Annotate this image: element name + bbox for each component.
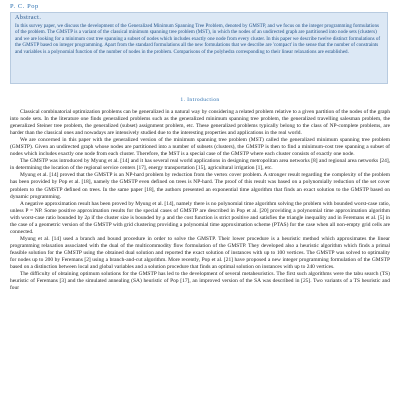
paragraph: Myung et al. [14] proved that the GMSTP is an NP-hard problem by reduction from the vertex cover problem. A stronger result regarding the complexity of the problem has been provided by Pop et al. [18], namely the GMSTP even defined on trees is NP-hard. The proof of this result was based on a polynomially reduction of the set cover problem to the GMSTP defined on trees. In the same paper [18], the authors presented an exponential time algorithm that finds an exact solution to the GMSTP based on dynamic programming. bbox=[10, 172, 390, 200]
paragraph: Myung et al. [14] used a branch and bound procedure in order to solve the GMSTP. Their lower procedure is a heuristic method which approximates the linear programming relaxation associated with the dual of the multicommodity flow formulation of the GMSTP. They developed also a heuristic algorithm which finds a primal feasible solution for the GMSTP using the obtained dual solution and reported the exact solution of instances with up to 100 vertices. The GMSTP was solved to optimality for nodes up to 200 by Feremans [2] using a branch-and-cut algorithm. More recently, Pop et al. [21] have proposed a new integer programming formulation of the GMSTP based on a distinction between local and global variables and a solution procedure that finds an optimal solution on instances with up to 240 vertices. bbox=[10, 235, 390, 271]
paragraph: We are concerned in this paper with the generalized version of the minimum spanning tree problem (MST) called the generalized minimum spanning tree problem (GMSTP). Given an undirected graph whose nodes are partitioned into a number of subsets (clusters), the GMSTP is then to find a minimum-cost tree spanning a subset of nodes which includes exactly one node from each cluster. Therefore, the MST is a special case of the GMSTP where each cluster consists of exactly one node. bbox=[10, 137, 390, 158]
running-header-author: P. C. Pop bbox=[10, 3, 39, 10]
paragraph: The difficulty of obtaining optimum solutions for the GMSTP has led to the development of several metaheuristics. The first such algorithms were the tabu search (TS) heuristic of Feremans [3] and the simulated annealing (SA) heuristic of Pop [17], an improved version of the SA was described in [25]. Two variants of a TS heuristic and four bbox=[10, 271, 390, 292]
abstract-text: In this survey paper, we discuss the development of the Generalized Minimum Spanning Tree Problem, denoted by GMSTP, and we focus on the integer programming formulations of the problem. The GMSTP is a variant of the classical minimum spanning tree problem (MST), in which the nodes of an undirected graph are partitioned into node sets (clusters) and we are looking for a minimum cost tree spanning a subset of nodes which includes exactly one node from every cluster. In this paper we describe twelve distinct formulations of the GMSTP based on integer programming. Apart from the standard formulations all the new formulations that we describe are 'compact' in the sense that the number of constraints and variables is a polynomial function of the number of nodes in the problem. Comparisons of the polyhedra corresponding to their linear relaxations are established. bbox=[15, 23, 381, 55]
body-text bbox=[10, 109, 390, 292]
abstract-title: Abstract. bbox=[15, 15, 42, 21]
section-heading: 1. Introduction bbox=[180, 97, 220, 103]
abstract-box bbox=[10, 12, 388, 84]
paragraph: A negative approximation result has been proved by Myung et al. [14], namely there is no polynomial time algorithm solving the problem with bounded worst-case ratio, unless P = NP. Some positive approximation results for the special cases of GMSTP are described in Pop et al. [20] providing a polynomial time approximation algorithm with worst-case ratio bounded by 2ρ if the cluster size is bounded by ρ and the cost function is strict positive and satisfies the triangle inequality and in Feremans et al. [5] in the case of a geometric version of the GMSTP with grid clustering providing a polynomial time approximation scheme (PTAS) for the case when all non-empty grid cells are connected. bbox=[10, 200, 390, 235]
paragraph: The GMSTP was introduced by Myung et al. [14] and it has several real world applications in designing metropolitan area networks [8] and regional area networks [24], in determining the location of the regional service centers [17], energy transportation [15], agricultural irrigation [1], etc. bbox=[10, 158, 390, 172]
paragraph: Classical combinatorial optimization problems can be generalized in a natural way by considering a related problem relative to a given partition of the nodes of the graph into node sets. In the literature one finds generalized problems such as the generalized minimum spanning tree problem, the generalized travelling salesman problem, the generalized Steiner tree problem, the generalized (subset) assignment problem, etc. These generalized problems typically belong to the class of NP-complete problems, are harder than the classical ones and nowadays are intensively studied due to the interesting properties and applications in the real world. bbox=[10, 109, 390, 137]
